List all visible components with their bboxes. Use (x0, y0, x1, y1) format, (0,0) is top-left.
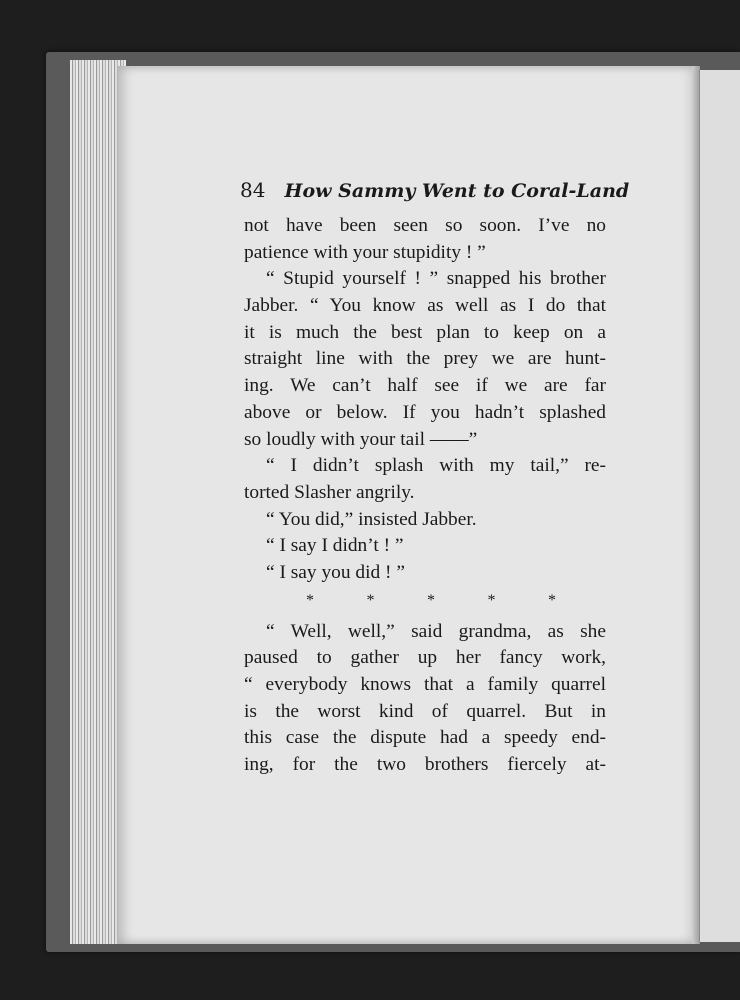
text-line: patience with your stupidity ! ” (244, 241, 486, 263)
text-line: so loudly with your tail ——” (244, 428, 478, 450)
text-line: is the worst kind of quarrel. But in (244, 700, 606, 722)
text-line: straight line with the prey we are hunt- (244, 348, 606, 370)
page-header (240, 178, 630, 208)
text-line: torted Slasher angrily. (244, 481, 415, 503)
text-line: Jabber. “ You know as well as I do that (244, 295, 606, 317)
text-line: “ I didn’t splash with my tail,” re- (266, 455, 606, 477)
facing-page (699, 70, 740, 942)
text-line: it is much the best plan to keep on a (244, 321, 606, 343)
text-line: ing. We can’t half see if we are far (244, 375, 606, 397)
text-line: not have been seen so soon. I’ve no (244, 215, 606, 236)
text-line: “ Stupid yourself ! ” snapped his brother (266, 268, 606, 290)
text-line: “ I say you did ! ” (266, 561, 405, 583)
text-line: “ Well, well,” said grandma, as she (266, 620, 606, 642)
page-number: 84 (240, 178, 266, 202)
text-line: “ everybody knows that a family quarrel (244, 674, 606, 695)
page-body-text (244, 213, 606, 779)
text-line: “ You did,” insisted Jabber. (266, 508, 477, 530)
running-title: How Sammy Went to Coral-Land (284, 180, 630, 202)
text-line: above or below. If you hadn’t splashed (244, 401, 606, 423)
text-line: “ I say I didn’t ! ” (266, 535, 404, 557)
text-line: paused to gather up her fancy work, (244, 647, 606, 669)
section-break: * * * * * (306, 591, 556, 609)
text-line: ing, for the two brothers fiercely at- (244, 754, 606, 776)
text-line: this case the dispute had a speedy end- (244, 727, 606, 749)
